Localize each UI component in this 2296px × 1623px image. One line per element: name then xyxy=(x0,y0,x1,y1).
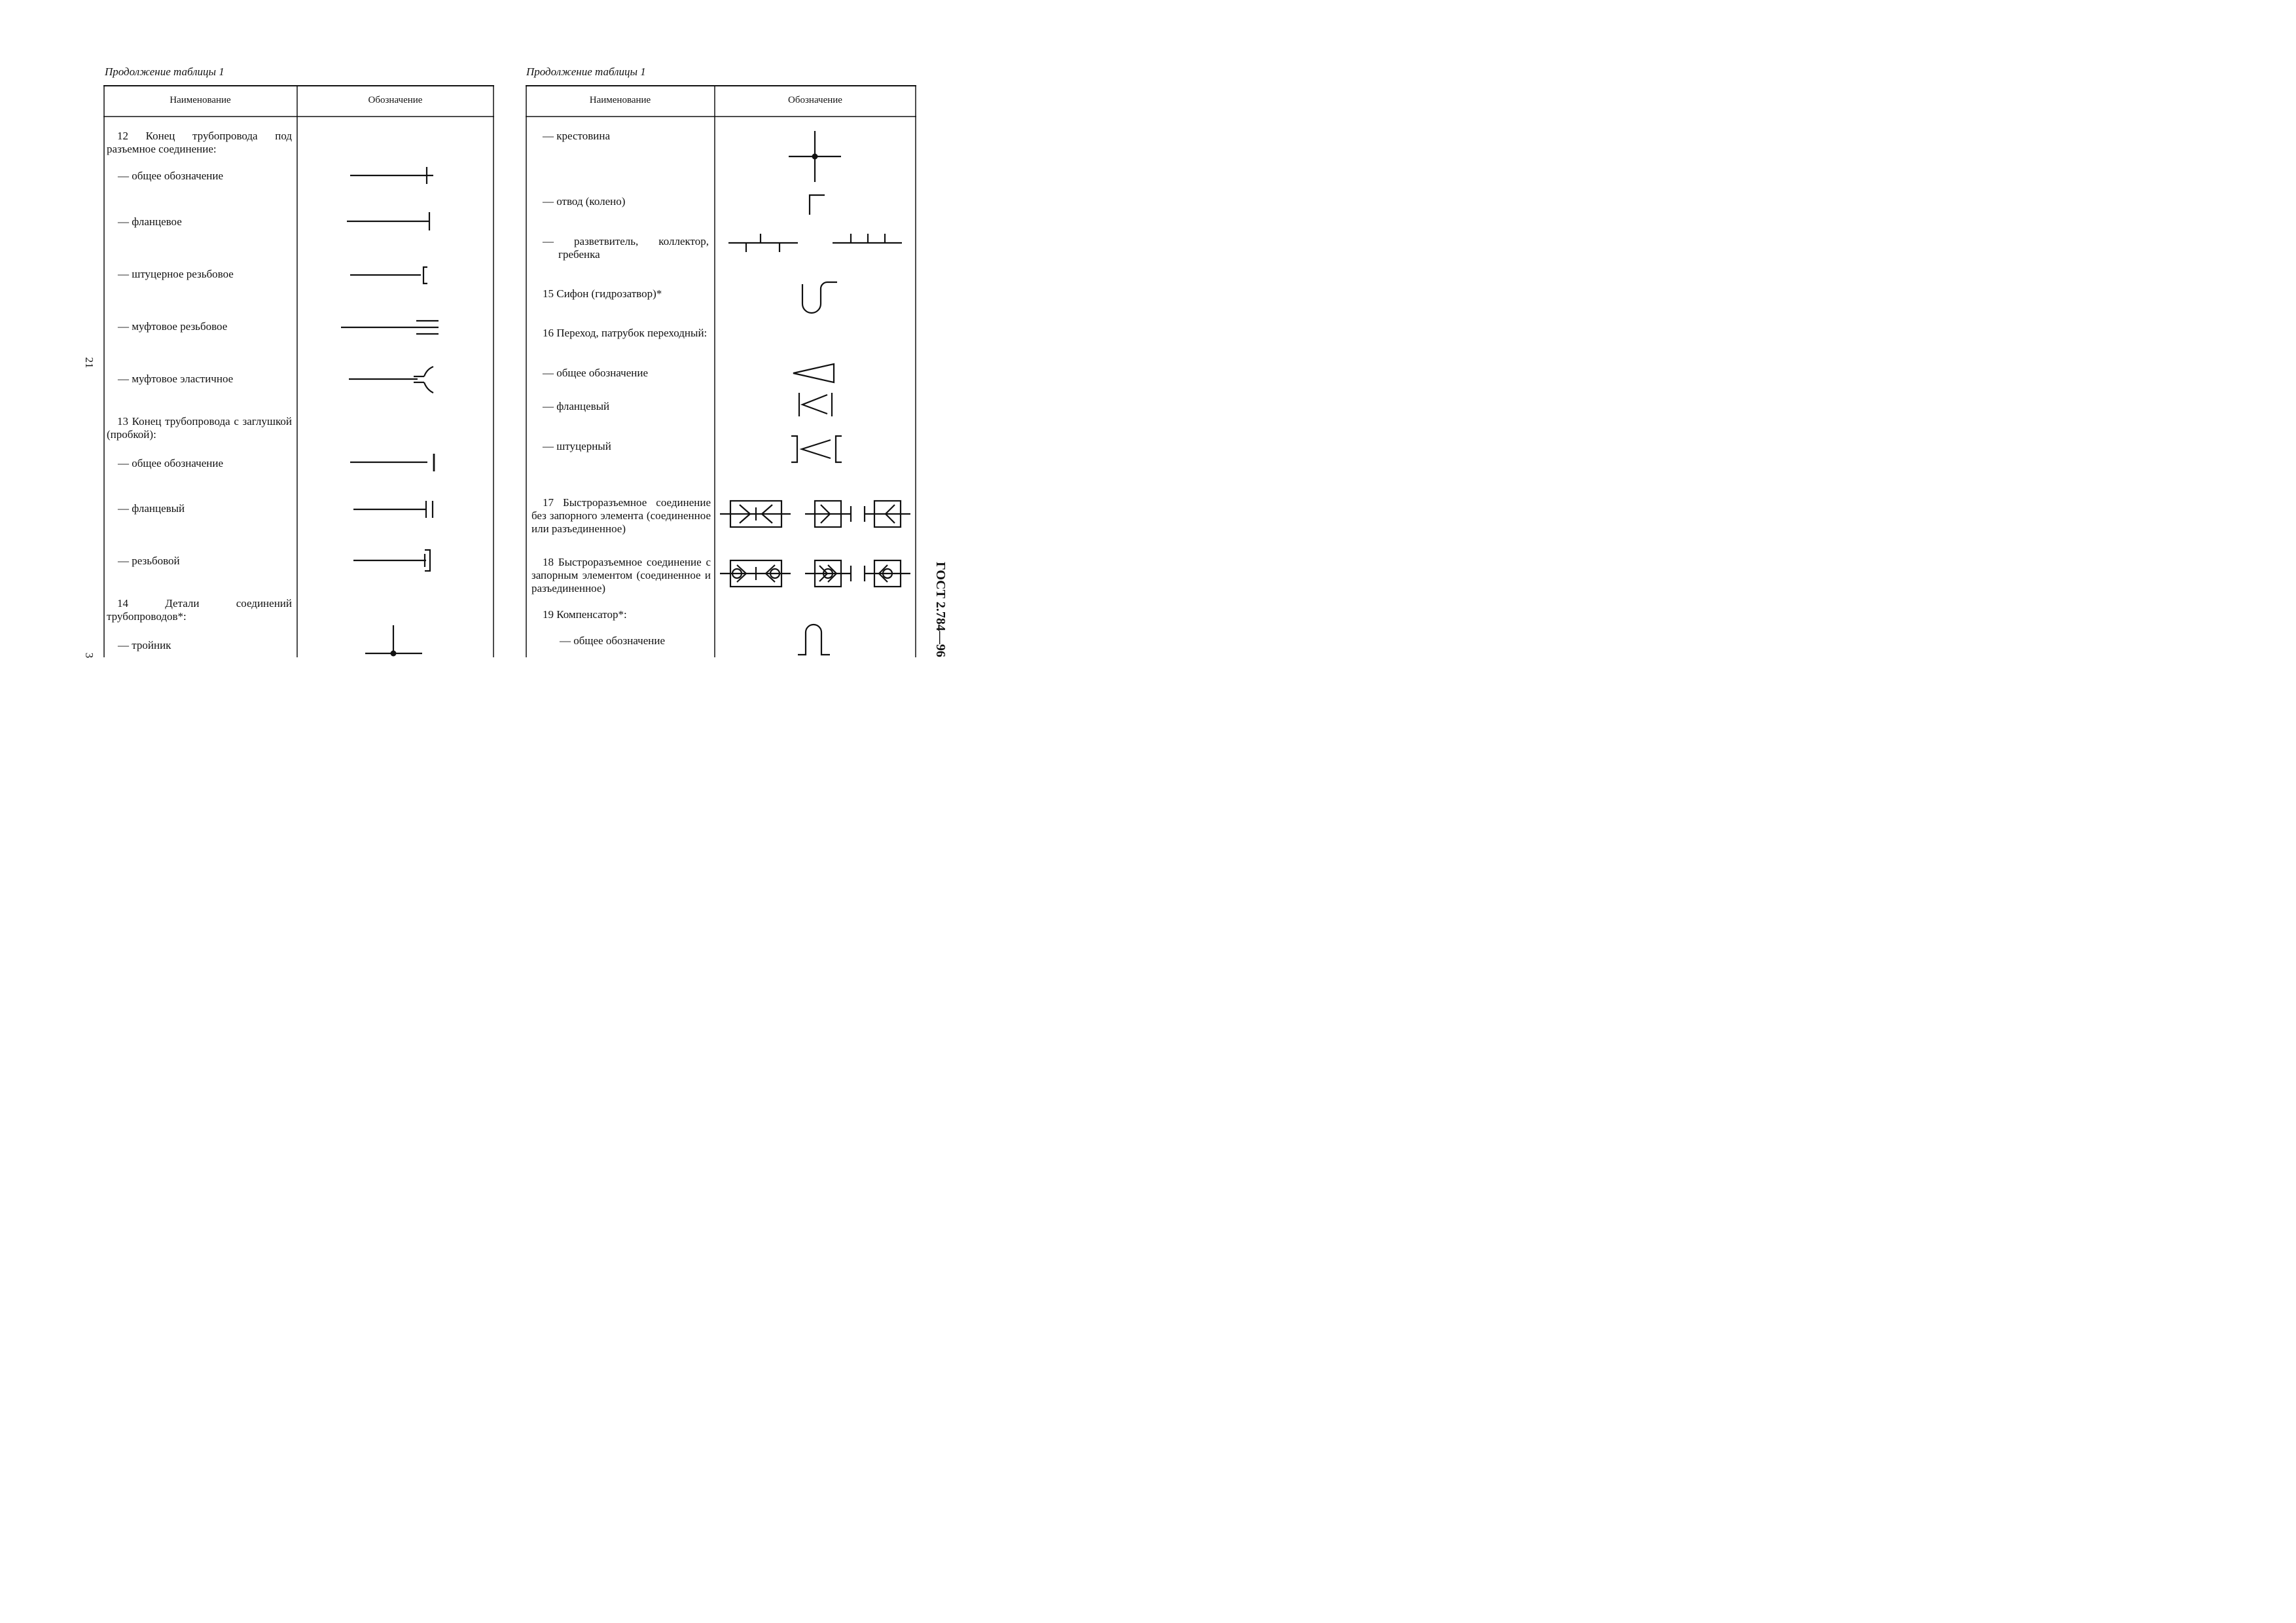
left-row-text: — муфтовое эластичное xyxy=(118,373,234,385)
siphon-icon xyxy=(797,278,839,316)
right-row-text: — общее обозначение xyxy=(560,634,665,647)
left-row-text: — резьбовой xyxy=(118,555,180,567)
left-row-text: 13 Конец трубопровода с заглушкой (пробкой): xyxy=(107,415,292,441)
left-row-text: — штуцерное резьбовое xyxy=(118,268,234,280)
left-row-text: — муфтовое резьбовое xyxy=(118,320,228,333)
left-row-text: — общее обозначение xyxy=(118,170,223,182)
left-row-text: 14 Детали соединений трубопроводов*: xyxy=(107,597,292,623)
elbow-icon xyxy=(805,192,829,217)
plug-threaded-icon xyxy=(351,547,442,574)
right-row-text: 18 Быстроразъемное соединение с запорным элементом (соединенное и разъединенное) xyxy=(531,556,711,594)
end-flanged-icon xyxy=(344,210,435,233)
page-number-bottom: 3 xyxy=(83,652,96,659)
end-coupling-elastic-icon xyxy=(346,364,444,397)
end-coupling-threaded-icon xyxy=(339,317,444,339)
left-header-name: Наименование xyxy=(170,95,231,105)
right-row-text: — крестовина xyxy=(543,130,610,142)
reducer-flanged-icon xyxy=(795,390,838,419)
right-row-text: — штуцерный xyxy=(543,440,611,452)
reducer-union-icon xyxy=(789,432,848,466)
right-header-name: Наименование xyxy=(589,95,651,105)
right-row-text: — разветвитель, коллектор, гребенка xyxy=(543,235,709,261)
right-row-text: — отвод (колено) xyxy=(543,195,626,208)
plug-general-icon xyxy=(347,452,445,474)
right-caption: Продолжение таблицы 1 xyxy=(526,65,646,78)
reducer-general-icon xyxy=(790,360,838,386)
left-row-text: — тройник xyxy=(118,639,171,651)
tee-icon xyxy=(363,623,426,657)
left-row-text: — фланцевое xyxy=(118,215,182,228)
right-row-text: 19 Компенсатор*: xyxy=(543,608,627,621)
end-union-threaded-icon xyxy=(347,263,432,287)
right-header-symbol: Обозначение xyxy=(788,95,842,105)
page-number-top: 21 xyxy=(83,357,96,369)
right-row-text: 16 Переход, патрубок переходный: xyxy=(543,327,708,339)
right-row-text: — фланцевый xyxy=(543,400,610,412)
end-general-icon xyxy=(347,164,439,187)
plug-flanged-icon xyxy=(350,498,442,521)
standard-designation: ГОСТ 2.784—96 xyxy=(933,562,948,657)
cross-icon xyxy=(786,129,844,184)
quick-coupling-valve-icon xyxy=(717,558,914,589)
right-row-text: — общее обозначение xyxy=(543,367,648,379)
left-row-text: — фланцевый xyxy=(118,502,185,515)
right-row-text: 17 Быстроразъемное соединение без запорного элемента (соединенное или разъединенное) xyxy=(531,496,711,535)
manifold-icon xyxy=(726,230,905,254)
left-caption: Продолжение таблицы 1 xyxy=(105,65,224,78)
left-header-symbol: Обозначение xyxy=(368,95,423,105)
compensator-icon xyxy=(794,618,834,657)
left-row-text: — общее обозначение xyxy=(118,457,223,469)
left-row-text: 12 Конец трубопровода под разъемное соединение: xyxy=(107,130,292,155)
quick-coupling-icon xyxy=(717,498,914,530)
right-row-text: 15 Сифон (гидрозатвор)* xyxy=(543,287,662,300)
